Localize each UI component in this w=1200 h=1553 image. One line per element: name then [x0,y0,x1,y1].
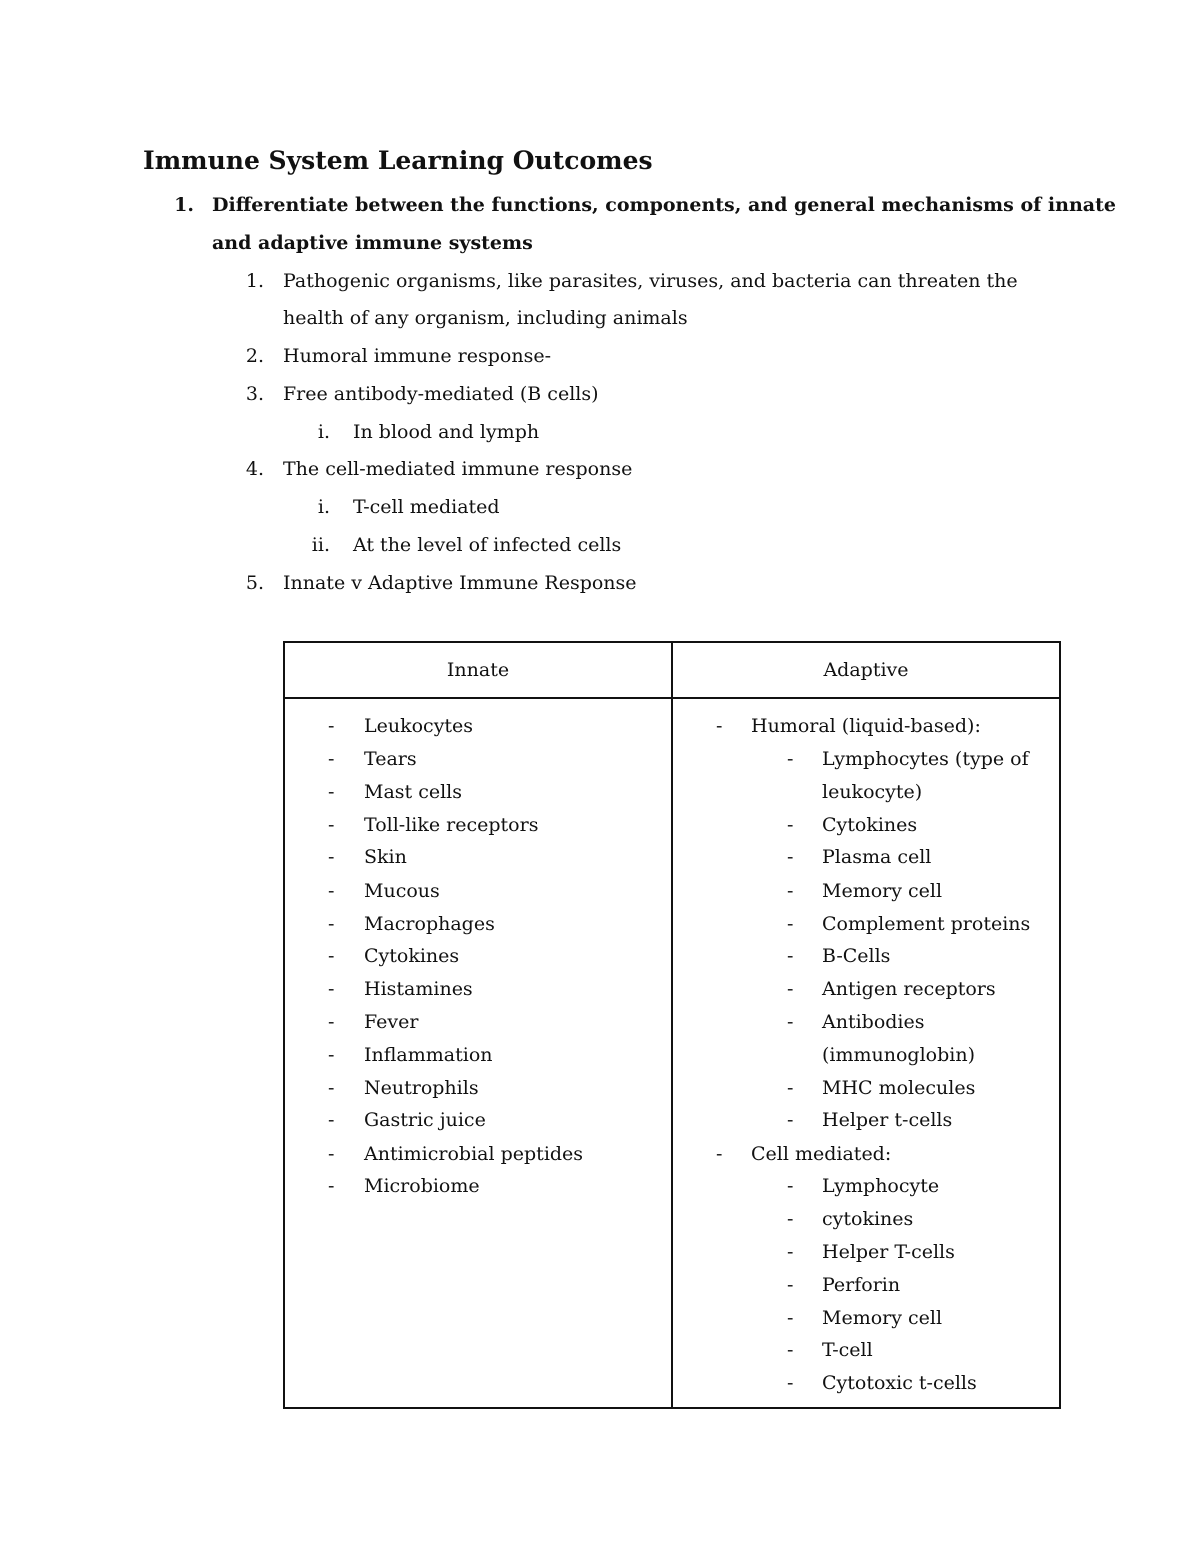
humoral-item-bullet: - [787,748,794,770]
point-3-sub-text: In blood and lymph [353,421,540,443]
cell-mediated-item: Lymphocyte [822,1175,940,1197]
point-1-line-1: Pathogenic organisms, like parasites, viruses, and bacteria can threaten the [283,270,1018,292]
innate-item-bullet: - [328,814,335,836]
innate-item-bullet: - [328,880,335,902]
humoral-item-bullet: - [787,1011,794,1033]
header-adaptive: Adaptive [672,642,1060,698]
innate-item-bullet: - [328,1044,335,1066]
cell-mediated-item: Cytotoxic t-cells [822,1372,977,1394]
innate-item-bullet: - [328,945,335,967]
innate-item-bullet: - [328,913,335,935]
cell-mediated-item: T-cell [822,1339,873,1361]
innate-item-bullet: - [328,748,335,770]
cell-mediated-label-bullet: - [716,1143,723,1165]
point-1-line-2: health of any organism, including animals [283,307,688,329]
point-4-sub-2-number: ii. [311,534,330,556]
humoral-item-bullet: - [787,945,794,967]
point-3-text: Free antibody-mediated (B cells) [283,383,599,405]
point-3-number: 3. [245,383,264,405]
point-5-text: Innate v Adaptive Immune Response [283,572,637,594]
cell-mediated-item-bullet: - [787,1274,794,1296]
innate-item: Antimicrobial peptides [364,1143,584,1165]
innate-adaptive-table [283,641,1061,1409]
innate-item: Mast cells [364,781,462,803]
innate-item-bullet: - [328,1175,335,1197]
innate-item-bullet: - [328,715,335,737]
innate-item: Macrophages [364,913,495,935]
humoral-item-bullet: - [787,1109,794,1131]
innate-item: Leukocytes [364,715,474,737]
cell-mediated-item-bullet: - [787,1339,794,1361]
outcome-line-1: Differentiate between the functions, components, and general mechanisms of innate [212,194,1116,216]
humoral-label: Humoral (liquid-based): [751,715,981,737]
humoral-item: Memory cell [822,880,943,902]
cell-mediated-item-bullet: - [787,1208,794,1230]
innate-item: Microbiome [364,1175,480,1197]
cell-mediated-item: Perforin [822,1274,901,1296]
cell-mediated-item-bullet: - [787,1241,794,1263]
innate-item: Mucous [364,880,440,902]
humoral-item: leukocyte) [822,781,923,803]
humoral-item-bullet: - [787,814,794,836]
humoral-item: Plasma cell [822,846,932,868]
innate-cell [284,698,672,1408]
innate-item: Inflammation [364,1044,493,1066]
cell-mediated-label: Cell mediated: [751,1143,892,1165]
humoral-item: (immunoglobin) [822,1044,976,1066]
innate-item: Skin [364,846,407,868]
innate-item: Toll-like receptors [364,814,539,836]
innate-item: Fever [364,1011,419,1033]
humoral-item: Lymphocytes (type of [822,748,1029,770]
adaptive-cell [672,698,1060,1408]
humoral-item-bullet: - [787,1077,794,1099]
innate-item-bullet: - [328,846,335,868]
innate-item-bullet: - [328,781,335,803]
cell-mediated-item-bullet: - [787,1372,794,1394]
humoral-item-bullet: - [787,913,794,935]
point-4-sub-1-text: T-cell mediated [353,496,500,518]
cell-mediated-item-bullet: - [787,1175,794,1197]
cell-mediated-item-bullet: - [787,1307,794,1329]
point-4-number: 4. [245,458,264,480]
humoral-item-bullet: - [787,880,794,902]
point-2-number: 2. [245,345,264,367]
humoral-item-bullet: - [787,978,794,1000]
humoral-item: Cytokines [822,814,918,836]
innate-item-bullet: - [328,1077,335,1099]
humoral-item-bullet: - [787,846,794,868]
innate-item-bullet: - [328,1011,335,1033]
humoral-item: Helper t-cells [822,1109,953,1131]
page-title: Immune System Learning Outcomes [143,146,653,175]
humoral-item: Complement proteins [822,913,1031,935]
innate-item-bullet: - [328,1143,335,1165]
innate-item: Gastric juice [364,1109,486,1131]
innate-item: Tears [364,748,417,770]
humoral-item: Antibodies [822,1011,925,1033]
header-innate: Innate [284,642,672,698]
humoral-item: Antigen receptors [822,978,996,1000]
cell-mediated-item: Helper T-cells [822,1241,955,1263]
point-4-sub-1-number: i. [317,496,330,518]
point-1-number: 1. [245,270,264,292]
point-5-number: 5. [245,572,264,594]
innate-item-bullet: - [328,978,335,1000]
outcome-number: 1. [174,194,194,216]
humoral-item: B-Cells [822,945,891,967]
point-4-sub-2-text: At the level of infected cells [353,534,622,556]
innate-item: Histamines [364,978,473,1000]
point-3-sub-number: i. [317,421,330,443]
innate-item: Cytokines [364,945,460,967]
innate-item-bullet: - [328,1109,335,1131]
innate-item: Neutrophils [364,1077,479,1099]
outcome-line-2: and adaptive immune systems [212,232,533,254]
humoral-label-bullet: - [716,715,723,737]
cell-mediated-item: cytokines [822,1208,914,1230]
point-2-text: Humoral immune response- [283,345,551,367]
point-4-text: The cell-mediated immune response [283,458,633,480]
cell-mediated-item: Memory cell [822,1307,943,1329]
humoral-item: MHC molecules [822,1077,976,1099]
